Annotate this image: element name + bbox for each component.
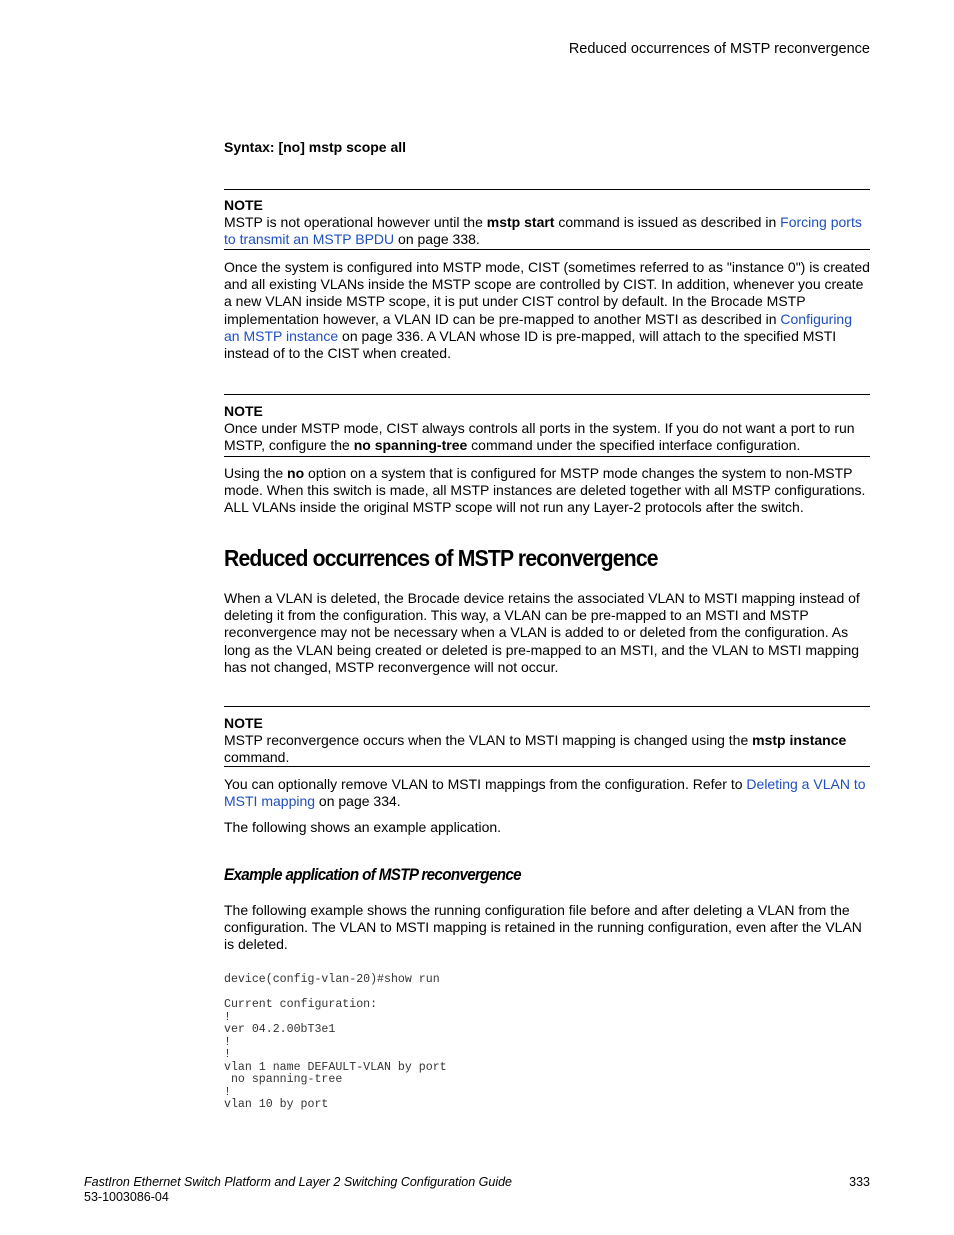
paragraph-remove-mappings: You can optionally remove VLAN to MSTI mappings from the configuration. Refer to Deleting a VLAN to MSTI mapping on page 334.	[224, 776, 866, 810]
footer-doc-number: 53-1003086-04	[84, 1190, 169, 1204]
link-configuring-mstp-instance[interactable]: Configuring an MSTP instance	[224, 310, 853, 344]
note-label: NOTE	[224, 197, 263, 213]
note-bottom-rule	[224, 249, 870, 250]
note-1	[224, 197, 870, 249]
footer-guide-title: FastIron Ethernet Switch Platform and Layer 2 Switching Configuration Guide	[84, 1175, 512, 1189]
note-label: NOTE	[224, 715, 263, 731]
paragraph-example-description: The following example shows the running configuration file before and after deleting a VLAN from the configuration. The VLAN to MSTI mapping is retained in the running configuration, even after the VLAN is deleted.	[224, 902, 862, 953]
syntax-line: Syntax: [no] mstp scope all	[224, 139, 407, 155]
note-top-rule	[224, 189, 870, 190]
subheading: Example application of MSTP reconvergence	[224, 866, 521, 884]
note-1-text: MSTP is not operational however until the mstp start command is issued as described in Forcing ports to transmit an MSTP BPDU on page 338.	[224, 214, 862, 248]
paragraph-no-option: Using the no option on a system that is configured for MSTP mode changes the system to non-MSTP mode. When this switch is made, all MSTP instances are deleted together with all MSTP configurations. ALL VLANs inside the original MSTP scope will not run any Layer-2 protocols after the switch.	[224, 465, 866, 516]
footer-page-number: 333	[849, 1175, 870, 1189]
paragraph-vlan-deleted: When a VLAN is deleted, the Brocade device retains the associated VLAN to MSTI mapping instead of deleting it from the configuration. This way, a VLAN can be pre-mapped to an MSTI and MSTP reconvergence may not be necessary when a VLAN is added to or deleted from the configuration. As long as the VLAN being created or deleted is pre-mapped to an MSTI, and the VLAN to MSTI mapping has not changed, MSTP reconvergence will not occur.	[224, 590, 860, 675]
note-bottom-rule	[224, 456, 870, 457]
note-3	[224, 715, 870, 767]
paragraph-cist: Once the system is configured into MSTP mode, CIST (sometimes referred to as "instance 0") is created and all existing VLANs inside the MSTP scope are controlled by CIST. In addition, whenever you create a new VLAN inside MSTP scope, it is put under CIST control by default. In the Brocade MSTP implementation however, a VLAN ID can be pre-mapped to another MSTI as described in Configuring an MSTP instance on page 336. A VLAN whose ID is pre-mapped, will attach to the specified MSTI instead of to the CIST when created.	[224, 259, 870, 362]
note-label: NOTE	[224, 403, 263, 419]
link-forcing-ports[interactable]: Forcing ports to transmit an MSTP BPDU	[224, 214, 862, 248]
note-top-rule	[224, 394, 870, 395]
code-block: device(config-vlan-20)#show run Current configuration: ! ver 04.2.00bT3e1 ! ! vlan 1 name DEFAULT-VLAN by port no spanning-tree ! vlan 10 by port	[224, 973, 447, 1111]
paragraph-example-intro: The following shows an example application.	[224, 819, 502, 835]
note-bottom-rule	[224, 766, 870, 767]
link-deleting-vlan-mapping[interactable]: Deleting a VLAN to MSTI mapping	[224, 776, 866, 810]
running-header: Reduced occurrences of MSTP reconvergence	[568, 41, 870, 57]
note-3-text: MSTP reconvergence occurs when the VLAN to MSTI mapping is changed using the mstp instance command.	[224, 732, 847, 766]
note-2	[224, 403, 870, 455]
section-heading: Reduced occurrences of MSTP reconvergence	[224, 545, 658, 571]
note-top-rule	[224, 706, 870, 707]
note-2-text: Once under MSTP mode, CIST always controls all ports in the system. If you do not want a port to run MSTP, configure the no spanning-tree command under the specified interface configuration.	[224, 420, 855, 454]
